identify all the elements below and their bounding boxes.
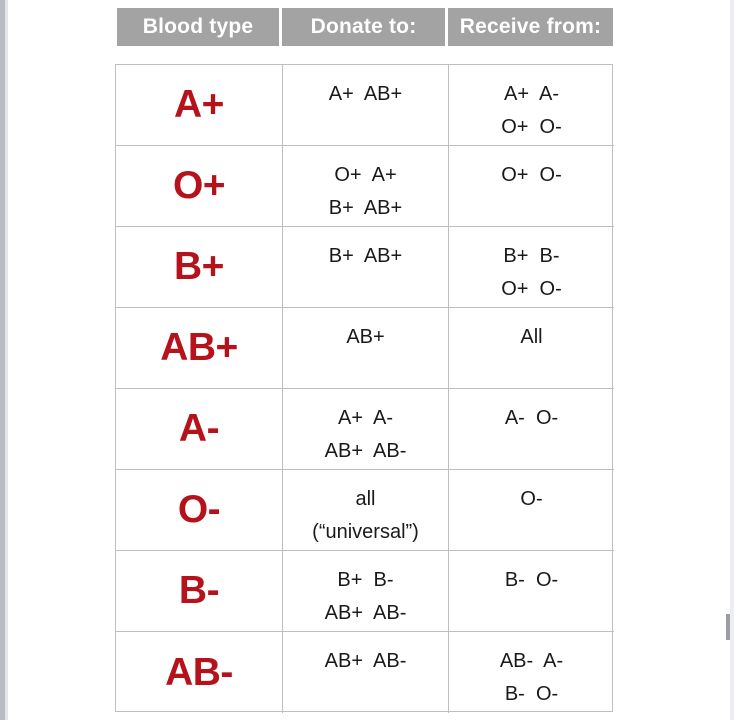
blood-type-label: B-: [178, 569, 220, 612]
donate-to-cell: [283, 227, 449, 308]
blood-compatibility-table: [115, 64, 613, 712]
blood-type-label: AB+: [160, 326, 238, 369]
receive-from-cell: [449, 227, 614, 308]
blood-type-label: A+: [174, 83, 224, 126]
blood-type-cell: [116, 551, 283, 632]
donate-to-cell: [283, 389, 449, 470]
blood-type-cell: [116, 470, 283, 551]
donate-to-line: AB+: [346, 326, 385, 348]
receive-from-cell: [449, 65, 614, 146]
header-receive-from: Receive from:: [448, 8, 613, 46]
donate-to-cell: [283, 551, 449, 632]
blood-type-cell: [116, 227, 283, 308]
scrollbar-thumb[interactable]: [726, 614, 730, 640]
donate-to-line: (“universal”): [312, 521, 419, 543]
donate-to-line: B+ AB+: [328, 245, 403, 267]
blood-type-label: O-: [177, 488, 221, 531]
donate-to-cell: [283, 632, 449, 713]
receive-from-line: O+ O-: [501, 164, 562, 186]
donate-to-cell: [283, 146, 449, 227]
blood-type-label: A-: [178, 407, 220, 450]
receive-from-line: O+ O-: [501, 116, 562, 138]
donate-to-line: AB+ AB-: [324, 440, 407, 462]
table-header: [117, 8, 613, 46]
receive-from-cell: [449, 632, 614, 713]
receive-from-cell: [449, 389, 614, 470]
receive-from-line: AB- A-: [499, 650, 564, 672]
receive-from-cell: [449, 551, 614, 632]
donate-to-cell: [283, 308, 449, 389]
donate-to-line: B+ AB+: [328, 197, 403, 219]
receive-from-line: O-: [520, 488, 543, 510]
receive-from-line: A+ A-: [503, 83, 560, 105]
header-blood-type: Blood type: [117, 8, 279, 46]
receive-from-cell: [449, 146, 614, 227]
header-donate-to: Donate to:: [282, 8, 445, 46]
blood-type-cell: [116, 632, 283, 713]
donate-to-line: A+ A-: [337, 407, 394, 429]
blood-type-label: O+: [172, 164, 226, 207]
window-left-edge: [0, 0, 5, 720]
blood-type-cell: [116, 389, 283, 470]
donate-to-line: A+ AB+: [328, 83, 403, 105]
receive-from-line: B+ B-: [503, 245, 560, 267]
blood-type-cell: [116, 308, 283, 389]
donate-to-line: AB+ AB-: [324, 602, 407, 624]
blood-type-label: AB-: [165, 650, 233, 694]
donate-to-cell: [283, 65, 449, 146]
donate-to-line: B+ B-: [337, 569, 394, 591]
receive-from-line: B- O-: [504, 569, 559, 591]
blood-type-cell: [116, 65, 283, 146]
donate-to-line: AB+ AB-: [324, 650, 407, 672]
blood-type-label: B+: [174, 245, 224, 288]
receive-from-cell: [449, 308, 614, 389]
receive-from-cell: [449, 470, 614, 551]
blood-type-cell: [116, 146, 283, 227]
donate-to-line: all: [355, 488, 376, 510]
window-right-edge: [730, 0, 734, 720]
donate-to-cell: [283, 470, 449, 551]
receive-from-line: O+ O-: [501, 278, 562, 300]
receive-from-line: A- O-: [504, 407, 559, 429]
receive-from-line: All: [520, 326, 543, 348]
receive-from-line: B- O-: [504, 683, 559, 705]
donate-to-line: O+ A+: [334, 164, 397, 186]
